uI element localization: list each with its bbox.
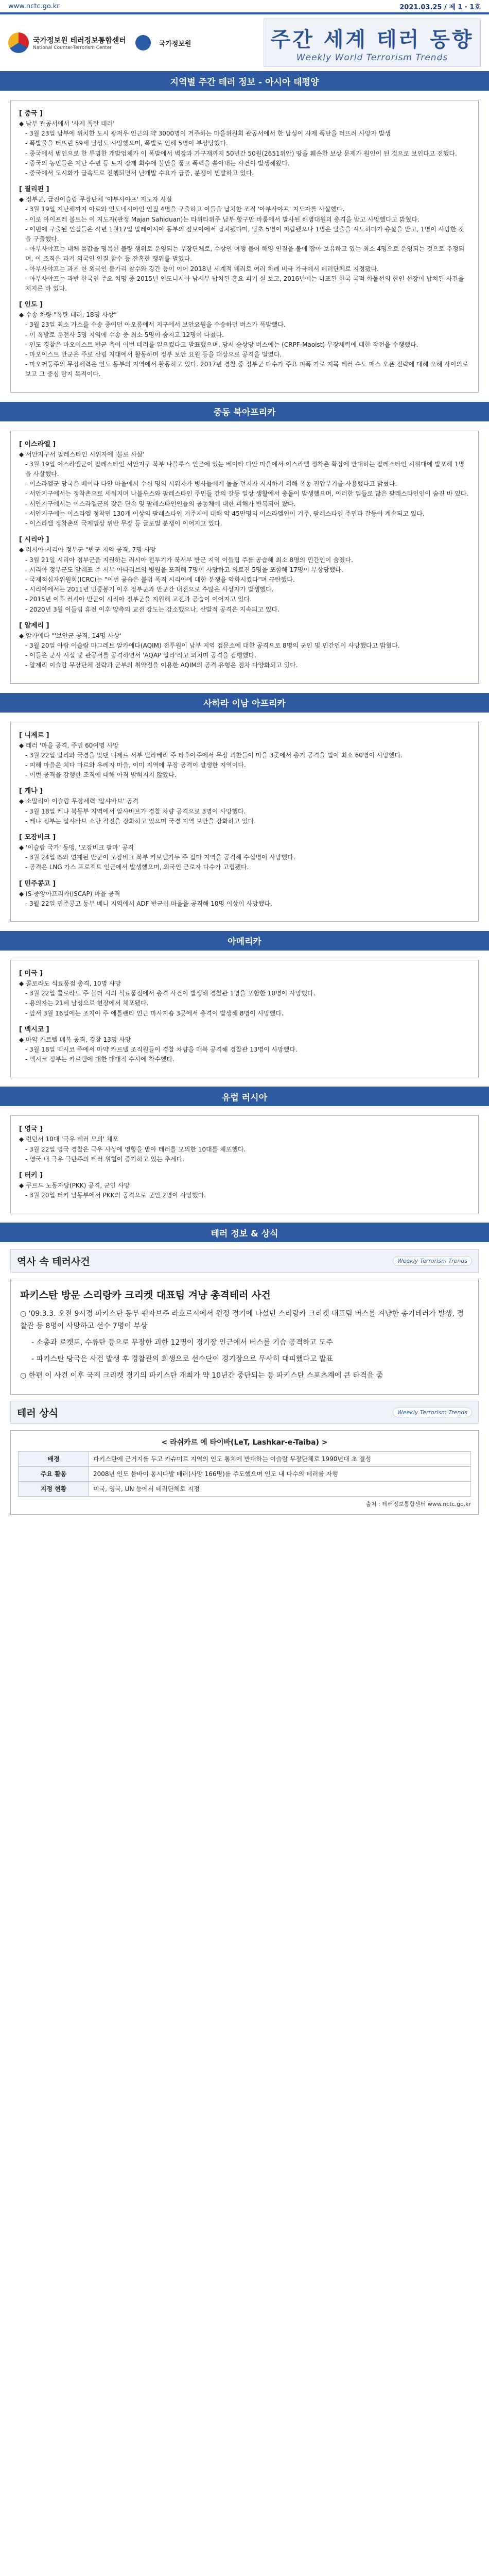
bullet-line: - 이스라엘 정착촌의 국제법상 위반 무장 등 글로벌 분쟁이 이어지고 있다. [25,520,222,528]
country-title: [ 시리아 ] [19,536,49,544]
term-source: 출처 : 테러정보통합센터 www.nctc.go.kr [365,1501,471,1508]
country-title: [ 모잠비크 ] [19,833,56,841]
term-header [10,1401,479,1424]
section-box [10,960,479,1077]
logo-nctc [8,32,126,53]
term-key: 지정 현황 [19,1482,89,1497]
headline: ◆ 수송 차량 "폭탄 테러, 18명 사상" [19,311,117,319]
bullet-line: - 용의자는 21세 남성으로 현장에서 체포됐다. [25,999,149,1007]
nctc-logo-icon [8,32,29,53]
bullet-line: - 공격은 LNG 가스 프로젝트 인근에서 발생했으며, 외국인 근로자 다수가 고립됐다. [25,863,249,871]
bullet-line: - 영국 내 극우 극단주의 테러 위협이 증가하고 있는 추세다. [25,1155,185,1163]
bullet-line: - 3월 20일 터키 남동부에서 PKK의 공격으로 군인 2명이 사망했다. [25,1192,206,1199]
country-block [19,108,470,178]
section-asia [0,91,489,402]
logo-sub: National Counter-Terrorism Center [33,45,112,50]
country-title: [ 멕시코 ] [19,1025,49,1033]
page-title: 주간 세계 테러 동향 [270,27,474,52]
country-block [19,968,470,1019]
section-box [10,431,479,684]
history-feature [10,1279,479,1395]
table-row [19,1452,471,1467]
feature-paragraph: - 소총과 로켓포, 수류탄 등으로 무장한 괴한 12명이 경기장 인근에서 버스를 기습 공격하고 도주 [31,1338,333,1347]
bullet-line: - 피해 마을은 치다 마르와 우레지 마을, 이미 지역에 무장 공격이 발생한 지역이다. [25,761,246,769]
history-title: 역사 속 테러사건 [17,1256,90,1268]
country-block [19,730,470,781]
headline: ◆ 쿠르드 노동자당(PKK) 공격, 군인 사망 [19,1182,130,1189]
logo-name: 국가정보원 테러정보통합센터 [33,37,126,45]
nis-logo-icon [135,35,151,50]
history-tag: Weekly Terrorism Trends [393,1256,472,1266]
bullet-line: - 3월 18일 멕시코 주에서 마약 카르텔 조직원들이 경찰 차량을 매복 공격해 경찰관 13명이 사망했다. [25,1045,298,1053]
bullet-line: - 마오이스트 반군은 주로 산림 지대에서 활동하며 정부 보안 요원 등을 대상으로 공격을 벌였다. [25,351,282,359]
bullet-line: - 2015년 이후 러시아 반군이 시리아 정부군을 지원해 교전과 공습이 이어지고 있다. [25,596,252,603]
bullet-line: - 3월 23일 최소 가스를 수송 중이던 아오롬에서 지구에서 보안요원을 수송하던 버스가 폭발했다. [25,321,286,329]
top-line [0,0,489,14]
headline: ◆ 마약 카르텔 매복 공격, 경찰 13명 사망 [19,1036,131,1043]
bullet-line: - 3월 22일 민주콩고 동부 베니 지역에서 ADF 반군이 마을을 공격해 10명 이상이 사망했다. [25,900,272,907]
bullet-line: - 마오쩌둥주의 무장세력은 인도 동부의 지역에서 활동하고 있다. 2017년 경찰 중 정부군 다수가 주요 피폭 가로 지목 테러 수도 매스 오픈 전략에 대해 오해 사이의로 보고 그 중심 탐지 목적이다. [25,361,468,378]
country-block [19,878,470,909]
section-americas [0,951,489,1087]
country-block [19,1024,470,1065]
section-title-americas: 아메리카 [0,931,489,951]
section-middleeast [0,421,489,693]
country-block [19,438,470,529]
bullet-line: - 서안지구에는 이스라엘 정착민 130개 이상의 팔레스타인 거주지에 대해 약 45만명의 이스라엘인이 거주, 팔레스타인 주민과 갈등이 계속되고 있다. [25,510,425,517]
header [0,14,489,71]
country-title: [ 이스라엘 ] [19,440,56,448]
bullet-line: - 아부사야프는 과반 한국인 주요 치명 중 2015년 인도니시아 남서부 납치된 홍요 피기 실 보고, 2016년에는 나포된 한국 국적 화물선의 한인 선장이 납치된 사건을 저지른 바 있다. [25,275,464,293]
country-block [19,620,470,671]
country-block [19,183,470,294]
bullet-line: - 케냐 정부는 알샤바브 소탕 작전을 강화하고 있으며 국경 지역 보안을 강화하고 있다. [25,817,256,825]
country-title: [ 미국 ] [19,969,43,977]
bullet-line: - 인도 경찰은 마오이스트 반군 측이 이번 테러를 일으켰다고 발표했으며, 당시 승상당 버스에는 (CRPF-Maoist) 무장세력에 대한 작전을 수행했다. [25,341,418,348]
section-title-middleeast: 중동 북아프리카 [0,402,489,421]
bullet-line: - 폭발물을 터뜨린 59세 남성도 사망했으며, 폭발로 인해 5명이 부상당했다. [25,140,228,147]
bullet-line: - 3월 20일 아랍 이슬람 마그레브 알카에다(AQIM) 전투원이 남부 지역 검문소에 대한 공격으로 8명의 군인 및 민간인이 사망했다고 밝혔다. [25,641,400,649]
bullet-line: - 3월 21일 시리아 정부군을 지원하는 러시아 전투기가 북서부 반군 지역 이들립 주를 공습해 최소 8명의 민간인이 숨졌다. [25,556,353,564]
bullet-line: - 이스라엘군 당국은 베이타 다안 마을에서 수십 명의 시위자가 병사들에게 돌을 던지자 저지하기 위해 폭동 진압무기를 사용했다고 밝혔다. [25,480,397,488]
headline: ◆ '이슬람 국가' 동맹, '모잠비크 팔마' 공격 [19,843,134,851]
table-row [19,1482,471,1497]
headline: ◆ 소말리아 이슬람 무장세력 '알샤바브' 공격 [19,798,138,805]
bullet-line: - 서안지구에서는 정착촌으로 세워지며 나블루스와 팔레스타인 주민들 간의 갈등 일상 생활에서 충돌이 발생했으며, 이러한 일들로 많은 팔레스타인인이 숨진 바 있다. [25,490,469,498]
headline: ◆ 서안지구서 팔레스타인 시위자에 '불로 사살' [19,450,145,458]
bullet-line: - 중국의 농민들은 지난 수년 등 토지 강제 회수에 불만을 품고 폭력을 쏟아내는 사건이 발생해왔다. [25,159,290,167]
bullet-line: - 이번에 구출된 인질들은 작년 1월17일 말레이시아 동부의 잠보아에서 납치됐다며, 당초 5명이 피랍됐으나 1명은 탈출을 시도하다가 총살을 받고, 1명이 사망한 것을 구출했다. [25,225,464,243]
bullet-line: - 3월 22일 영국 경찰은 극우 사상에 영향을 받아 테러를 모의한 10대를 체포했다. [25,1145,246,1153]
bullet-line: - 국제적십자위원회(ICRC)는 "이번 공습은 불법 폭격 시리아에 대한 분쟁을 악화시켰다"며 규탄했다. [25,575,295,583]
country-title: [ 알제리 ] [19,621,49,630]
section-box [10,722,479,922]
bullet-line: - 앞서 3월 16일에는 조지아 주 애틀랜타 인근 마사지숍 3곳에서 총격이 발생해 8명이 사망했다. [25,1009,284,1017]
bullet-line: - 2020년 3월 이들립 휴전 이후 양측의 교전 강도는 감소했으나, 산발적 공격은 지속되고 있다. [25,605,280,613]
country-block [19,785,470,826]
headline: ◆ 러시아-시리아 정부군 "반군 지역 공격, 7명 사망 [19,546,156,554]
term-box [10,1430,479,1515]
bullet-line: - 시리아 정부군도 알레포 주 서부 아타리브의 병원을 포격해 7명이 사망하고 의료진 5명을 포함해 17명이 부상당했다. [25,566,343,573]
bullet-line: - 멕시코 정부는 카르텔에 대한 대대적 수사에 착수했다. [25,1056,174,1063]
section-africa [0,713,489,931]
country-title: [ 영국 ] [19,1125,43,1133]
country-block [19,1123,470,1164]
bullet-line: - 3월 18일 케냐 북동부 지역에서 알샤바브가 경찰 차량 공격으로 3명이 사망했다. [25,807,246,815]
bullet-line: - 시리아에서는 2011년 민중봉기 이후 정부군과 반군간 내전으로 수많은 사상자가 발생했다. [25,586,274,594]
term-section-title: 테러 상식 [17,1408,59,1419]
term-tag: Weekly Terrorism Trends [393,1408,472,1417]
bullet-line: - 이들은 군사 시설 및 관공서를 공격하면서 'AQAP 알라'라고 외치며 공격을 감행했다. [25,652,256,659]
bullet-line: - 3월 24일 IS와 연계된 반군이 모잠비크 북부 카보델가두 주 팔마 지역을 공격해 수십명이 사망했다. [25,854,295,861]
country-block [19,1170,470,1200]
issue-number: 2021.03.25 / 제 1 · 1호 [399,3,481,11]
term-title: < 라쉬카르 에 타이바(LeT, Lashkar-e-Taiba) > [161,1438,328,1447]
headline: ◆ IS-중앙아프리카(ISCAP) 마을 공격 [19,890,120,897]
country-block [19,534,470,614]
country-title: [ 필리핀 ] [19,185,49,194]
bullet-line: - 아부사야프는 과거 한 외국인 불가리 참수와 강간 등이 이어 2018년 세계적 테러로 여러 차례 비극 가극에서 테러단체로 지정됐다. [25,265,379,273]
section-europe [0,1106,489,1223]
country-title: [ 니제르 ] [19,731,49,739]
term-value: 파키스탄에 근거지를 두고 카슈미르 지역의 인도 통치에 반대하는 이슬람 무장단체로 1990년대 초 결성 [89,1452,471,1467]
bullet-line: - 이번 공격을 감행한 조직에 대해 아직 밝혀지지 않았다. [25,771,177,779]
history-header [10,1249,479,1273]
bullet-line: - 3월 22일 콜로라도 주 볼더 시의 식료품점에서 총격 사건이 발생해 경찰관 1명을 포함한 10명이 사망했다. [25,990,316,997]
bullet-line: - 3월 19일 이스라엘군이 팔레스타인 서안지구 북부 나블루스 인근에 있는 베이타 다안 마을에서 이스라엘 정착촌 확장에 반대하는 팔레스타인 시위대에 발포해 1명을 사살했다. [25,460,465,478]
headline: ◆ 런던서 10대 '극우 테러 모의' 체포 [19,1136,119,1143]
country-block [19,299,470,379]
headline: ◆ 정부군, 급진이슬람 무장단체 '아부사야프' 지도자 사살 [19,196,172,204]
feature-paragraph: - 파키스탄 당국은 사건 발생 후 경찰관의 희생으로 선수단이 경기장으로 무사히 대피했다고 발표 [31,1355,333,1364]
logo-nis [135,35,191,50]
headline: ◆ 테러 '마을 공격, 주민 60여명 사망 [19,741,119,749]
spacer [0,1242,489,1249]
bullet-line: - 3월 19일 지난해까지 아로와 인도네시아인 인질 4명을 구출하고 이들을 납치한 조직 '아부사야프' 지도자를 사살했다. [25,206,345,213]
info-section-title: 테러 정보 & 상식 [0,1223,489,1242]
country-title: [ 케냐 ] [19,787,43,795]
site-url[interactable]: www.nctc.go.kr [8,2,60,10]
term-key: 주요 활동 [19,1467,89,1482]
bullet-line: - 이로 아이프레 볼트는 이 지도자(관정 Majan Sahiduan)는 타위타위주 남부 항구만 바룸에서 발사된 해병대원의 총격을 받고 사망했다고 밝혔다. [25,215,420,223]
bullet-line: - 아부사야프는 대체 몸값을 명목한 불량 행위로 운영되는 무장단체로, 수상인 여행 불어 해양 인질을 볼에 잡아 보유하고 있는 최소 4명으로 운영되는 것으로 추정되며, 이 조직은 과거 외국인 인질 참수 등 잔혹한 행위를 벌였다. [25,245,465,263]
section-box [10,100,479,393]
bullet-line: - 중국에서 범인으로 한 투명한 개발업체가 이 폭발에서 벽장과 가구재까지 50년간 50원(2651위안) 땅을 훼손한 보상 문제가 원인이 된 것으로 보인다고 전했다. [25,149,457,157]
term-table [18,1451,471,1497]
bullet-line: - 3월 22일 말리와 국경을 맞댄 니제르 서부 틸라베리 주 타후아주에서 무장 괴한들이 마을 3곳에서 총기 공격을 벌여 최소 60명이 사망했다. [25,751,403,759]
country-title: [ 터키 ] [19,1172,43,1179]
table-row [19,1467,471,1482]
section-title-africa: 사하라 이남 아프리카 [0,693,489,713]
section-box [10,1115,479,1213]
bullet-line: - 서안지구에서는 이스라엘군의 잦은 단속 및 팔레스타인인들의 공동체에 대한 피해가 반복되어 왔다. [25,500,296,507]
section-title-europe: 유럽 러시아 [0,1087,489,1106]
bullet-line: - 3월 23일 남부에 위치한 도시 광저우 인근의 약 3000명이 거주하는 마을위원회 관공서에서 한 남성이 사제 폭탄을 터뜨려 사망자 발생 [25,130,391,138]
term-value: 미국, 영국, UN 등에서 테러단체로 지정 [89,1482,471,1497]
title-box [264,19,481,67]
headline: ◆ 알카에다 "'보안군 공격, 14명 사상' [19,632,121,639]
term-value: 2008년 인도 뭄바이 동시다발 테러(사망 166명)를 주도했으며 인도 내 다수의 테러를 자행 [89,1467,471,1482]
section-title-asia: 지역별 주간 테러 정보 - 아시아 태평양 [0,71,489,91]
country-title: [ 민주콩고 ] [19,879,56,888]
country-title: [ 중국 ] [19,110,43,117]
page-subtitle: Weekly World Terrorism Trends [296,52,448,63]
headline: ◆ 콜로라도 식료품점 총격, 10명 사망 [19,979,121,987]
bullet-line: - 알제리 이슬람 무장단체 전략과 군부의 취약점을 이용한 AQIM의 공격 유형은 점차 다양화되고 있다. [25,662,298,669]
headline: ◆ 남부 관공서에서 '사제 폭탄 테러' [19,120,115,127]
country-title: [ 인도 ] [19,301,43,309]
country-block [19,832,470,873]
feature-paragraph: ○ 한편 이 사건 이후 국제 크리켓 경기의 파키스탄 개최가 약 10년간 중단되는 등 파키스탄 스포츠계에 큰 타격을 줌 [20,1371,383,1380]
bullet-line: - 중국에서 도시화가 급속도로 진행되면서 난개발 수요가 급증, 분쟁이 빈발하고 있다. [25,170,254,177]
logo2-name: 국가정보원 [159,40,191,48]
bullet-line: - 이 폭발로 운전사 5명 지역에 수송 중 최소 5명이 숨지고 12명이 다쳤다. [25,331,224,338]
feature-paragraph: ○ '09.3.3. 오전 9시경 파키스탄 동부 펀자브주 라호르시에서 원정 경기에 나섰던 스리랑카 크리켓 대표팀 버스를 겨냥한 총기테러가 발생, 경찰관 등 8명이 사망하고 선수 7명이 부상 [20,1310,464,1331]
feature-title: 파키스탄 방문 스리랑카 크리켓 대표팀 겨냥 총격테러 사건 [20,1290,271,1301]
term-key: 배경 [19,1452,89,1467]
